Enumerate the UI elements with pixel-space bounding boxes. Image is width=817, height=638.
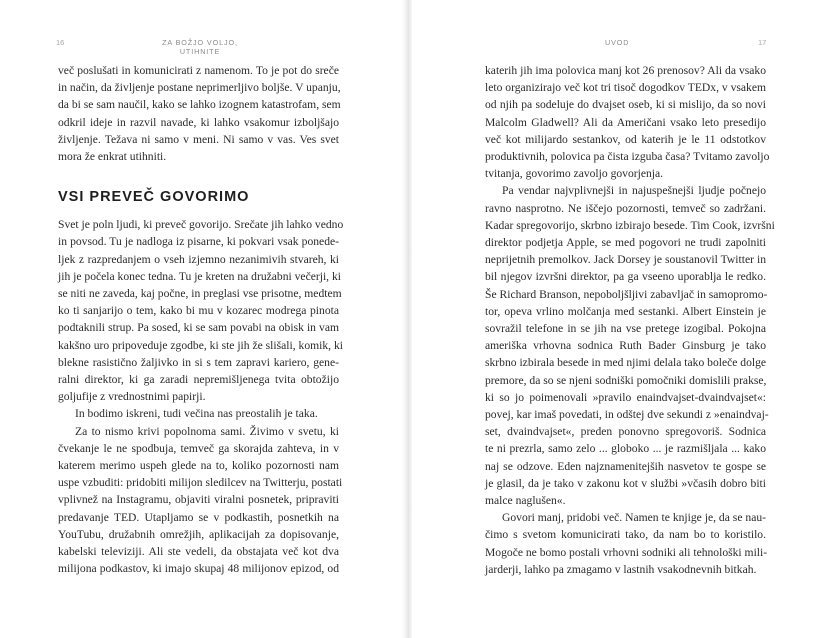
text-line: odkril ideje in razvil navade, ki lahko vsakomur izboljšajo xyxy=(58,115,339,129)
text-line: bil njegov izvršni direktor, pa ga vseeno uporablja le redko. xyxy=(485,270,766,284)
text-line: Za to nismo krivi popolnoma sami. Živimo v svetu, ki xyxy=(75,424,339,438)
text-line: Kadar spregovorijo, skrbno izbirajo besede. Tim Cook, izvršni xyxy=(485,218,775,232)
left-page xyxy=(0,0,406,638)
text-line: ko ti sanjarijo o tem, kako bi mu v kozarec modrega pinota xyxy=(58,304,339,318)
text-line: jarderji, lahko pa zmagamo v lastnih vsakodnevnih bitkah. xyxy=(485,562,757,576)
text-line: uspe vzbuditi: pridobiti milijon sledilcev na Twitterju, postati xyxy=(58,476,343,490)
text-line: ralni direktor, ki ga zaradi nepremišljenega tvita obtožijo xyxy=(58,373,339,387)
text-line: sovražil telefone in se jih na vse pretege izogibal. Pokojna xyxy=(485,322,766,336)
page-number: 16 xyxy=(56,38,65,47)
text-line: čvekanje le ne spodbuja, temveč ga skorajda zahteva, in v xyxy=(58,441,339,455)
page-number: 17 xyxy=(758,38,767,47)
section-heading: VSI PREVEČ GOVORIMO xyxy=(58,189,250,206)
text-line: kabelski televiziji. Ali ste vedeli, da obstajata več kot dva xyxy=(58,545,339,559)
text-line: neprijetnih premolkov. Jack Dorsey je soustanovil Twitter in xyxy=(485,253,766,267)
paragraph xyxy=(58,62,339,165)
text-line: ljek z razpredanjem o vseh izjemno nezanimivih stvareh, ki xyxy=(58,252,339,266)
text-line: tor, opeva vrlino molčanja med sestanki. Albert Einstein je xyxy=(485,304,766,318)
text-line: direktor podjetja Apple, se med pogovori ne trudi zapolniti xyxy=(485,236,766,250)
text-line: je glasil, da je tako v zakonu kot v službi »včasih dobro biti xyxy=(485,476,766,490)
text-line: Še Richard Branson, nepoboljšljivi zabavljač in samopromo- xyxy=(485,287,768,301)
text-line: leto organizirajo več kot tri tisoč dogodkov TEDx, v vsakem xyxy=(485,81,766,95)
running-head: UVOD xyxy=(605,38,630,47)
text-line: Pa vendar najvplivnejši in najuspešnejši ljudje počnejo xyxy=(502,184,766,198)
paragraph xyxy=(485,62,770,182)
text-line: In bodimo iskreni, tudi večina nas preostalih je taka. xyxy=(75,407,318,421)
paragraph xyxy=(58,216,344,405)
text-line: produktivnih, polovica pa čista izguba časa? Tvitamo zavoljo xyxy=(485,150,770,164)
text-line: se niti ne zaveda, kaj počne, in preglasi vse prisotne, medtem xyxy=(58,287,342,301)
text-line: čimo s svetom komunicirati tako, da nam bo to koristilo. xyxy=(485,528,766,542)
paragraph xyxy=(485,509,766,578)
text-line: skrbno izbirala besede in med njimi delala tako boleče dolge xyxy=(485,356,767,370)
text-line: in način, da življenje postane neprimerljivo boljše. V upanju, xyxy=(58,81,341,95)
text-line: premore, da so se njeni sodniški pomočniki domislili prakse, xyxy=(485,373,767,387)
text-line: milijona podkastov, ki imajo skupaj 48 milijonov epizod, od xyxy=(58,562,339,576)
paragraph xyxy=(485,182,775,509)
text-line: malce naglušen«. xyxy=(485,494,566,508)
text-line: blekne rasistično žaljivko in si s tem zapravi kariero, gene- xyxy=(58,355,339,369)
running-head: ZA BOŽJO VOLJO, UTIHNITE xyxy=(162,38,238,56)
text-line: povej, kar imaš povedati, in odštej dve sekundi z »enaindvaj- xyxy=(485,408,769,422)
text-line: te ni prezrla, samo zelo ... globoko ... je razmišljala ... kako xyxy=(485,442,766,456)
text-line: YouTubu, družabnih omrežjih, aplikacijah za dopisovanje, xyxy=(58,527,339,541)
text-line: Malcolm Gladwell? Ali da Američani vsako leto presedijo xyxy=(485,115,766,129)
text-line: goljufije z vrednostnimi papirji. xyxy=(58,390,206,404)
text-line: Mogoče ne bomo postali vrhovni sodniki ali tehnološki mili- xyxy=(485,545,768,559)
text-line: vplivnež na Instagramu, objaviti viralni posnetek, pripraviti xyxy=(58,493,339,507)
text-line: več poslušati in komunicirati z namenom. To je pot do sreče xyxy=(58,64,339,77)
paragraph xyxy=(58,423,343,578)
body-text xyxy=(58,62,344,577)
text-line: naj se odzove. Eden najznamenitejših nasvetov te gospe se xyxy=(485,459,766,473)
text-line: ameriška vrhovna sodnica Ruth Bader Ginsburg je tako xyxy=(485,339,766,353)
text-line: od njih pa sodeluje do dvajset oseb, ki si mislijo, da so novi xyxy=(485,98,766,112)
text-line: jih je počela konec tedna. Tu je kreten na družabni večerji, ki xyxy=(58,269,341,283)
text-line: da bi se sam naučil, kako se lahko izognem katastrofam, sem xyxy=(58,98,341,112)
text-line: kakšno uro pripoveduje zgodbe, ki ste jih že slišali, komik, ki xyxy=(58,338,343,352)
text-line: Svet je poln ljudi, ki preveč govorijo. Srečate jih lahko vedno xyxy=(58,218,344,232)
text-line: življenje. Težava ni samo v meni. Ni samo v vas. Ves svet xyxy=(58,132,339,146)
text-line: tvitanja, govorimo zavoljo govorjenja. xyxy=(485,167,664,181)
paragraph xyxy=(58,405,339,422)
text-line: katerih jih ima polovica manj kot 26 prenosov? Ali da vsako xyxy=(485,64,766,77)
text-line: ki so jo poimenovali »pravilo enaindvajset-dvaindvajset«: xyxy=(485,390,766,404)
text-line: predavanje TED. Utapljamo se v podkastih, posnetkih na xyxy=(58,510,339,524)
text-line: set, dvaindvajset«, preden ponovno spregovoriš. Sodnica xyxy=(485,425,766,439)
right-page xyxy=(412,0,817,638)
text-line: mora že enkrat utihniti. xyxy=(58,150,167,164)
text-line: Govori manj, pridobi več. Namen te knjige je, da se nau- xyxy=(502,511,766,525)
text-line: podtaknili strup. Pa sosed, ki se sam povabi na obisk in vam xyxy=(58,321,339,335)
body-text xyxy=(485,62,775,578)
text-line: ravno nasprotno. Ne iščejo pozornosti, temveč so zadržani. xyxy=(485,201,766,215)
text-line: več kot milijardo sestankov, od katerih je le 11 odstotkov xyxy=(485,132,766,146)
text-line: in povsod. Tu je nadloga iz pisarne, ki pokvari vsak ponede- xyxy=(58,235,339,249)
text-line: katerem merimo uspeh glede na to, koliko pozornosti nam xyxy=(58,459,339,473)
